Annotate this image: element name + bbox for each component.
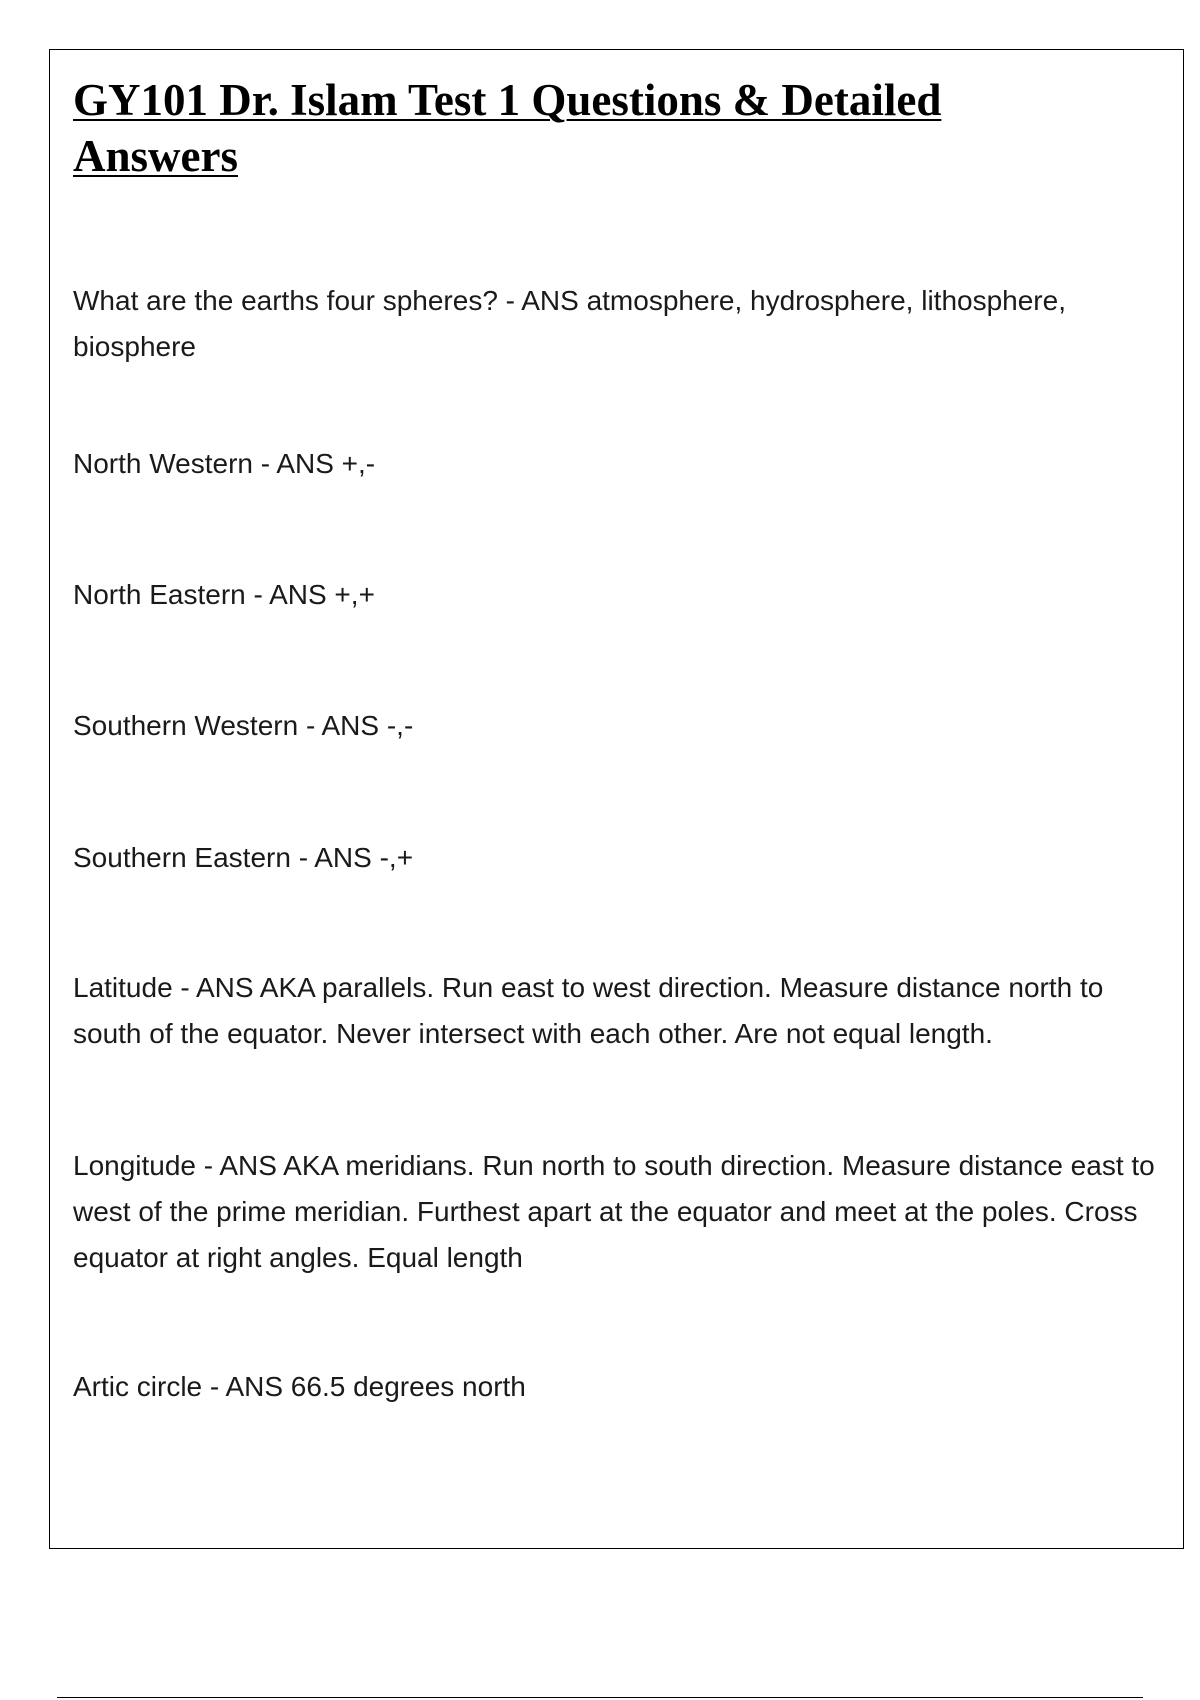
qa-entry: North Eastern - ANS +,+ (73, 579, 375, 610)
qa-entry: Longitude - ANS AKA meridians. Run north to south direction. Measure distance east to west of the prime meridian. Furthest apart at the equator and meet at the poles. Cross equator at right angles. Equal length (73, 1150, 1155, 1273)
qa-entry: Southern Eastern - ANS -,+ (73, 842, 414, 873)
document-page-frame (49, 49, 1184, 1549)
qa-entry: Artic circle - ANS 66.5 degrees north (73, 1371, 526, 1402)
footer-divider (57, 1697, 1143, 1698)
qa-entry: Latitude - ANS AKA parallels. Run east to west direction. Measure distance north to south of the equator. Never intersect with each other. Are not equal length. (73, 972, 1104, 1049)
qa-entry: What are the earths four spheres? - ANS atmosphere, hydrosphere, lithosphere, biosphere (73, 285, 1066, 362)
qa-entry: Southern Western - ANS -,- (73, 710, 414, 741)
document-title: GY101 Dr. Islam Test 1 Questions & Detailed Answers (73, 75, 942, 181)
qa-entry: North Western - ANS +,- (73, 448, 376, 479)
